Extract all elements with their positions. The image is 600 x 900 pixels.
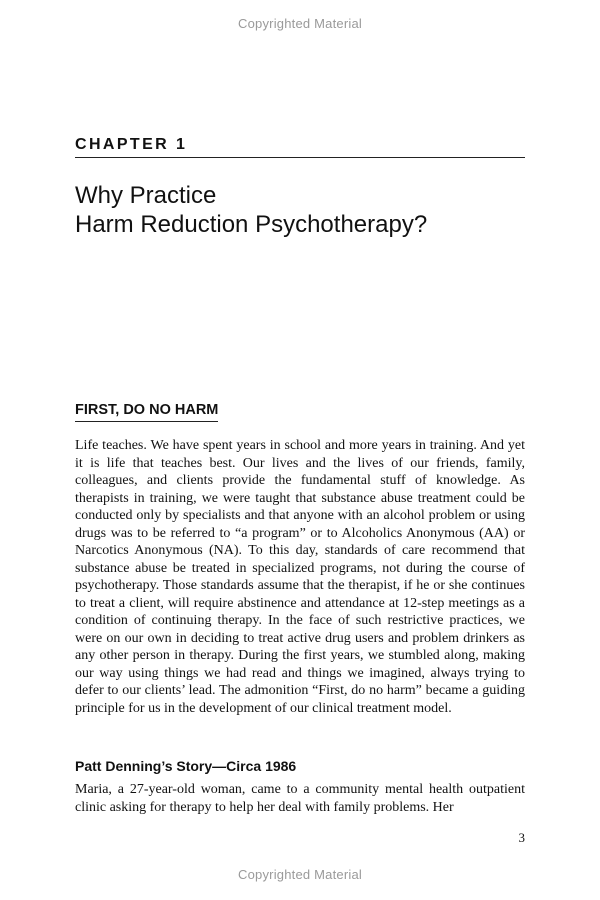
subsection-heading: Patt Denning’s Story—Circa 1986 [75, 758, 297, 774]
chapter-title [75, 181, 535, 239]
section-paragraph: Life teaches. We have spent years in school and more years in training. And yet it is life that teaches best. Our lives and the lives of our friends, family, colleagues, and clients provide the fundamental stuff of knowledge. As therapists in training, we were taught that substance abuse treatment could be conducted only by specialists and that anyone with an alcohol problem or using drugs was to be referred to “a program” or to Alcoholics Anonymous (AA) or Narcotics Anonymous (NA). To this day, standards of care recommend that substance abuse be treated in specialized programs, not during the course of psychotherapy. Those standards assume that the therapist, if he or she continues to treat a client, will require abstinence and attendance at 12-step meetings as a condition of continuing therapy. In the face of such restrictive practices, we were on our own in deciding to treat active drug users and problem drinkers as any other person in therapy. During the first years, we stumbled along, making our way using things we had read and things we imagined, always trying to defer to our clients’ lead. The admonition “First, do no harm” became a guiding principle for us in the development of our clinical treatment model. [75, 438, 525, 716]
section-heading [75, 402, 218, 418]
page-number: 3 [518, 830, 525, 845]
subsection-paragraph: Maria, a 27-year-old woman, came to a community mental health outpatient clinic asking for therapy to help her deal with family problems. Her [75, 782, 525, 815]
copyright-watermark-top: Copyrighted Material [238, 16, 362, 31]
chapter-title-line-1: Why Practice [75, 182, 217, 209]
copyright-watermark-bottom: Copyrighted Material [238, 867, 362, 882]
chapter-title-line-2: Harm Reduction Psychotherapy? [75, 211, 428, 238]
chapter-divider [75, 157, 525, 158]
section-heading-text: FIRST, DO NO HARM [75, 402, 218, 422]
chapter-label: CHAPTER 1 [75, 136, 188, 153]
